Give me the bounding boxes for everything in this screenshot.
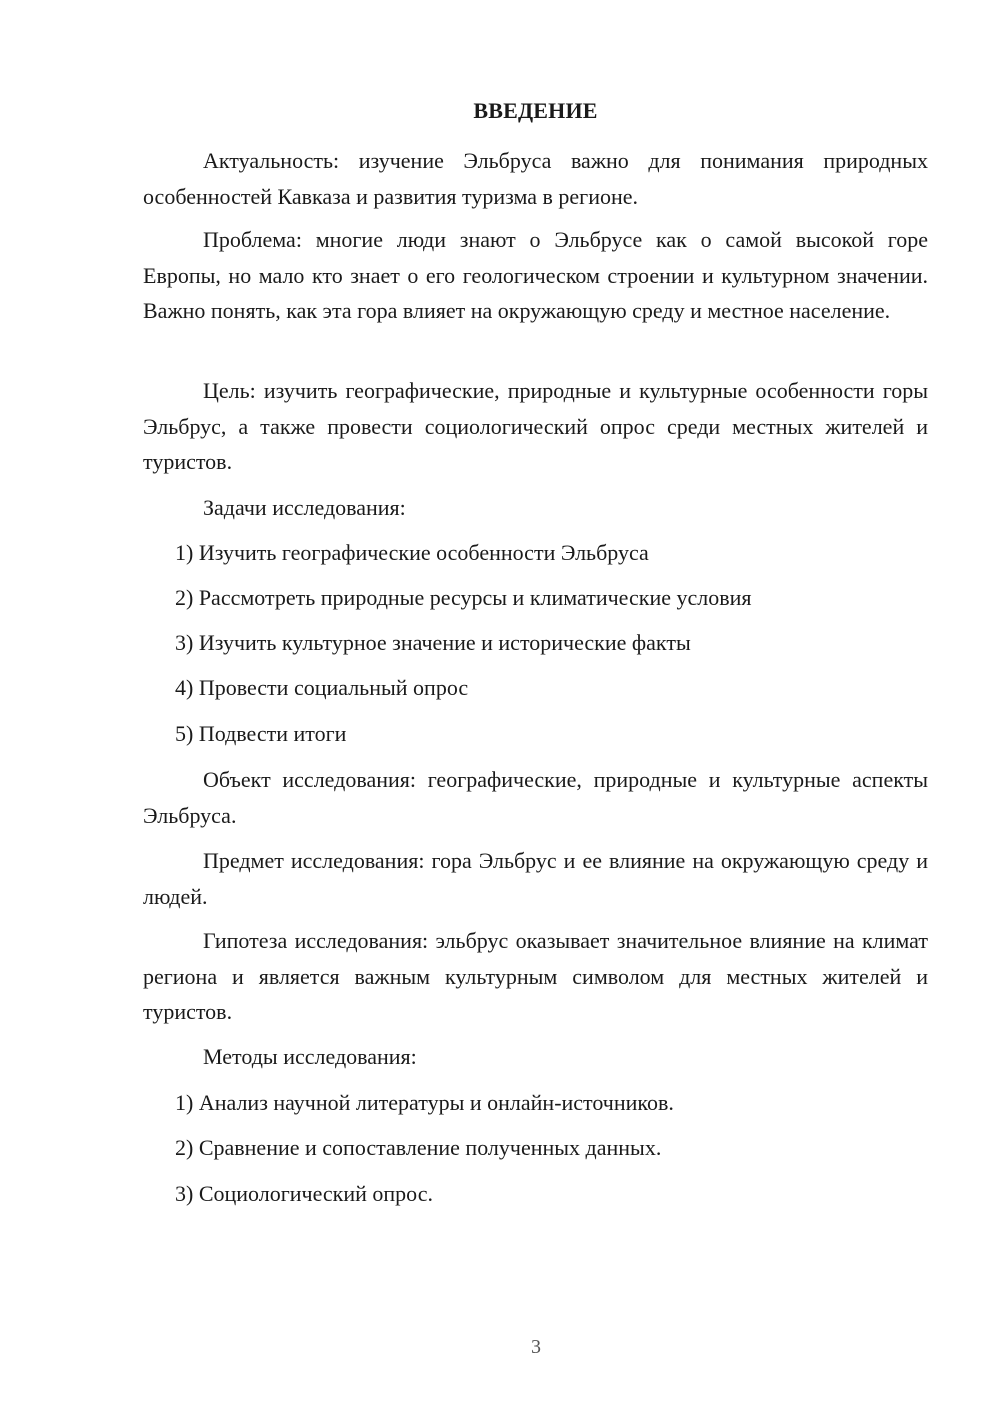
problem-paragraph: Проблема: многие люди знают о Эльбрусе как о самой высокой горе Европы, но мало кто знает о его геологическом строении и культурном значении. Важно понять, как эта гора влияет на окружающую среду и местное население. [143, 227, 928, 323]
task-item: 3) Изучить культурное значение и исторические факты [175, 630, 691, 655]
section-heading: ВВЕДЕНИЕ [473, 98, 598, 123]
method-item: 2) Сравнение и сопоставление полученных данных. [175, 1135, 662, 1160]
page-number: 3 [531, 1336, 541, 1358]
tasks-label: Задачи исследования: [203, 495, 406, 520]
method-item: 1) Анализ научной литературы и онлайн-источников. [175, 1090, 674, 1115]
task-item: 4) Провести социальный опрос [175, 675, 469, 700]
task-item: 2) Рассмотреть природные ресурсы и климатические условия [175, 585, 752, 610]
task-item: 1) Изучить географические особенности Эльбруса [175, 540, 649, 565]
hypothesis-paragraph: Гипотеза исследования: эльбрус оказывает значительное влияние на климат региона и является важным культурным символом для местных жителей и туристов. [143, 928, 928, 1024]
methods-label: Методы исследования: [203, 1044, 417, 1069]
method-item: 3) Социологический опрос. [175, 1181, 433, 1206]
object-paragraph: Объект исследования: географические, природные и культурные аспекты Эльбруса. [143, 767, 928, 828]
relevance-paragraph: Актуальность: изучение Эльбруса важно для понимания природных особенностей Кавказа и развития туризма в регионе. [143, 148, 928, 209]
task-item: 5) Подвести итоги [175, 721, 347, 746]
goal-paragraph: Цель: изучить географические, природные и культурные особенности горы Эльбрус, а также провести социологический опрос среди местных жителей и туристов. [143, 378, 928, 474]
subject-paragraph: Предмет исследования: гора Эльбрус и ее влияние на окружающую среду и людей. [143, 848, 928, 909]
